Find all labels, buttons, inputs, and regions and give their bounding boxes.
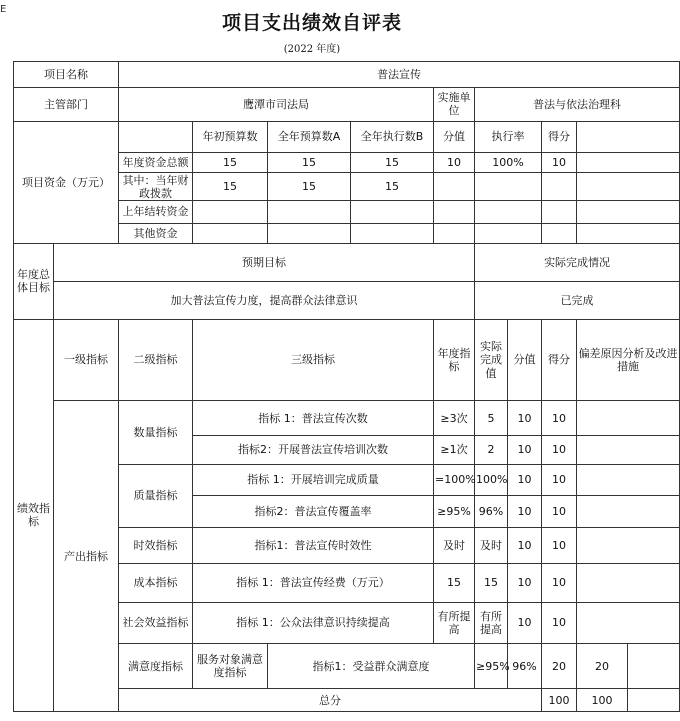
funds-cell: 15 [351, 173, 434, 201]
funds-cell [542, 173, 577, 201]
indicator-points: 10 [508, 401, 542, 436]
indicator-target: ≥1次 [434, 436, 475, 465]
funds-cell: 100% [475, 152, 542, 172]
funds-cell [475, 223, 542, 243]
ind-col-score: 得分 [542, 319, 577, 401]
indicator-analysis [577, 602, 680, 644]
funds-cell [193, 201, 268, 223]
funds-header [14, 122, 680, 153]
goal-header [14, 244, 680, 282]
indicator-points: 10 [508, 436, 542, 465]
funds-cell [475, 201, 542, 223]
indicator-actual: 2 [475, 436, 508, 465]
funds-row-label: 上年结转资金 [119, 201, 193, 223]
ind-col-level2: 二级指标 [119, 319, 193, 401]
indicator-score: 10 [542, 528, 577, 564]
ind-col-level1: 一级指标 [54, 319, 119, 401]
page-subtitle: (2022 年度) [283, 44, 341, 55]
indicator-score: 10 [542, 496, 577, 528]
indicator-points: 10 [508, 563, 542, 602]
indicator-name: 指标2：普法宣传覆盖率 [193, 496, 434, 528]
indicator-actual: 100% [475, 464, 508, 496]
indicator-analysis [577, 496, 680, 528]
indicator-score: 10 [542, 401, 577, 436]
level1-output: 产出指标 [54, 401, 119, 712]
indicator-actual: 有所提高 [475, 602, 508, 644]
funds-col-executed: 全年执行数B [351, 122, 434, 153]
level2-social-benefit: 社会效益指标 [119, 602, 193, 644]
indicators-header [14, 319, 680, 401]
goal-section-label: 年度总体目标 [14, 244, 54, 320]
goal-expected-value: 加大普法宣传力度，提高群众法律意识 [54, 281, 475, 319]
page-title: 项目支出绩效自评表 [221, 12, 402, 34]
indicator-analysis [577, 401, 680, 436]
level2-timeliness: 时效指标 [119, 528, 193, 564]
funds-cell: 15 [268, 152, 351, 172]
indicator-points: 10 [508, 464, 542, 496]
funds-col-rate: 执行率 [475, 122, 542, 153]
level2-quality: 质量指标 [119, 464, 193, 527]
row-department [14, 87, 680, 122]
dept-label: 主管部门 [14, 87, 119, 122]
indicator-analysis [577, 436, 680, 465]
indicator-analysis [577, 528, 680, 564]
funds-row-label: 其中：当年财政拨款 [119, 173, 193, 201]
level1-satisfaction: 满意度指标 [119, 644, 193, 689]
ind-col-target: 年度指标 [434, 319, 475, 401]
funds-cell-blank [577, 223, 680, 243]
funds-cell [268, 223, 351, 243]
funds-col-initial: 年初预算数 [193, 122, 268, 153]
ind-col-actual: 实际完成值 [475, 319, 508, 401]
level2-quantity: 数量指标 [119, 401, 193, 464]
funds-cell [542, 223, 577, 243]
goal-expected-header: 预期目标 [54, 244, 475, 282]
funds-cell [475, 173, 542, 201]
indicator-score: 10 [542, 436, 577, 465]
indicator-target: 有所提高 [434, 602, 475, 644]
total-blank [628, 689, 680, 712]
indicator-points: 10 [508, 528, 542, 564]
indicator-target: ≥3次 [434, 401, 475, 436]
indicator-actual: 5 [475, 401, 508, 436]
indicator-analysis [628, 644, 680, 689]
funds-cell-blank [577, 201, 680, 223]
indicator-points: 20 [542, 644, 577, 689]
indicator-row [14, 401, 680, 436]
funds-col-points: 分值 [434, 122, 475, 153]
funds-cell [268, 201, 351, 223]
funds-cell [542, 201, 577, 223]
level2-cost: 成本指标 [119, 563, 193, 602]
funds-col-score: 得分 [542, 122, 577, 153]
indicator-actual: 96% [508, 644, 542, 689]
indicator-target: 及时 [434, 528, 475, 564]
project-name-value: 普法宣传 [119, 62, 680, 88]
funds-cell: 15 [268, 173, 351, 201]
indicator-name: 指标 1：开展培训完成质量 [193, 464, 434, 496]
funds-cell [434, 201, 475, 223]
funds-cell [434, 173, 475, 201]
funds-cell-blank [577, 152, 680, 172]
total-score: 100 [577, 689, 628, 712]
funds-cell: 10 [434, 152, 475, 172]
goal-actual-header: 实际完成情况 [475, 244, 680, 282]
funds-cell: 15 [193, 173, 268, 201]
indicator-points: 10 [508, 496, 542, 528]
funds-cell [351, 223, 434, 243]
dept-value: 鹰潭市司法局 [119, 87, 434, 122]
funds-cell: 10 [542, 152, 577, 172]
funds-section-label: 项目资金（万元） [14, 122, 119, 244]
impl-unit-label: 实施单位 [434, 87, 475, 122]
indicator-score: 10 [542, 563, 577, 602]
funds-row-label: 年度资金总额 [119, 152, 193, 172]
indicator-score: 20 [577, 644, 628, 689]
row-project-name [14, 62, 680, 88]
funds-cell [193, 223, 268, 243]
ind-col-points: 分值 [508, 319, 542, 401]
funds-header-blank-right [577, 122, 680, 153]
indicator-target: =100% [434, 464, 475, 496]
evaluation-table [13, 61, 680, 712]
indicator-name: 指标1：普法宣传时效性 [193, 528, 434, 564]
indicator-actual: 96% [475, 496, 508, 528]
total-points: 100 [542, 689, 577, 712]
indicator-points: 10 [508, 602, 542, 644]
indicator-name: 指标2：开展普法宣传培训次数 [193, 436, 434, 465]
indicator-name: 指标 1：普法宣传次数 [193, 401, 434, 436]
goal-actual-value: 已完成 [475, 281, 680, 319]
indicator-target: ≥95% [475, 644, 508, 689]
total-label: 总分 [119, 689, 542, 712]
funds-cell [351, 201, 434, 223]
project-name-label: 项目名称 [14, 62, 119, 88]
indicator-score: 10 [542, 464, 577, 496]
indicator-actual: 15 [475, 563, 508, 602]
page-edge-mark: E [0, 4, 7, 15]
ind-col-analysis: 偏差原因分析及改进措施 [577, 319, 680, 401]
impl-unit-value: 普法与依法治理科 [475, 87, 680, 122]
funds-cell-blank [577, 173, 680, 201]
indicator-analysis [577, 464, 680, 496]
indicator-name: 指标 1：普法宣传经费（万元） [193, 563, 434, 602]
indicator-target: 15 [434, 563, 475, 602]
indicator-name: 指标1：受益群众满意度 [268, 644, 475, 689]
funds-row-label: 其他资金 [119, 223, 193, 243]
indicators-section-label: 绩效指标 [14, 319, 54, 711]
funds-cell [434, 223, 475, 243]
level2-satisfaction: 服务对象满意度指标 [193, 644, 268, 689]
funds-col-full-year: 全年预算数A [268, 122, 351, 153]
funds-header-blank [119, 122, 193, 153]
indicator-analysis [577, 563, 680, 602]
indicator-actual: 及时 [475, 528, 508, 564]
indicator-target: ≥95% [434, 496, 475, 528]
ind-col-level3: 三级指标 [193, 319, 434, 401]
funds-cell: 15 [193, 152, 268, 172]
indicator-name: 指标 1：公众法律意识持续提高 [193, 602, 434, 644]
funds-cell: 15 [351, 152, 434, 172]
indicator-score: 10 [542, 602, 577, 644]
goal-row [14, 281, 680, 319]
